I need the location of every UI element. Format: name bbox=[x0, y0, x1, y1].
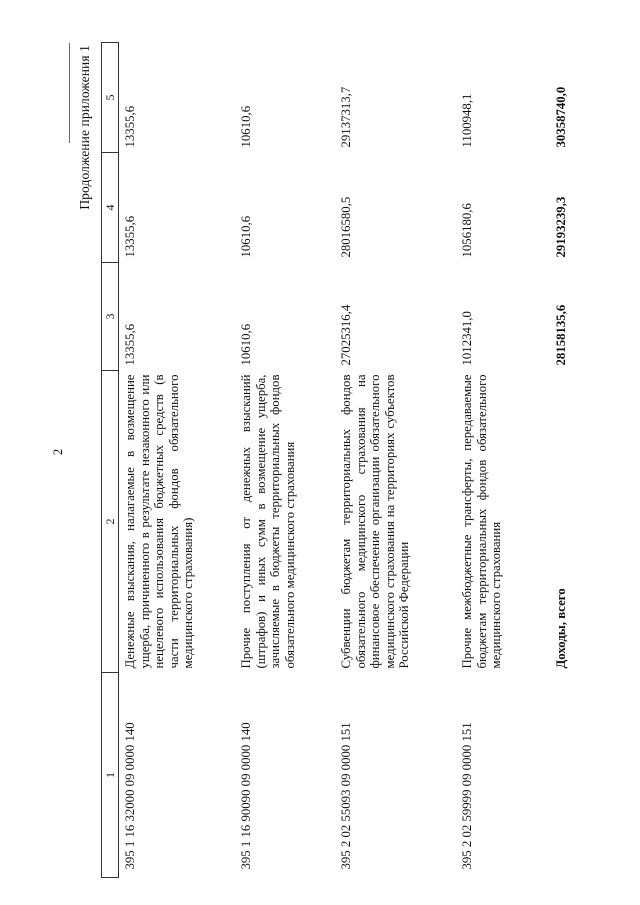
row-value-col5: 29137313,7 bbox=[339, 86, 353, 148]
total-row bbox=[548, 43, 604, 878]
table-row bbox=[335, 43, 456, 878]
row-value-col5: 10610,6 bbox=[239, 105, 253, 148]
row-value-col4: 28016580,5 bbox=[339, 196, 353, 258]
total-code bbox=[548, 673, 604, 878]
row-code: 395 1 16 32000 09 0000 140 bbox=[123, 722, 137, 870]
landscape-page bbox=[79, 43, 599, 878]
row-description: Денежные взыскания, налагаемые в возмещение ущерба, причиненного в результате незаконного или нецелевого использования бюджетных средств (в части территориальных фондов обязательного медицинского страхования) bbox=[123, 374, 195, 669]
page-rule bbox=[69, 43, 70, 143]
row-description: Прочие поступления от денежных взысканий (штрафов) и иных сумм в возмещение ущерба, зачисляемые в бюджеты территориальных фондов обязательного медицинского страхования bbox=[239, 374, 297, 669]
continuation-title: Продолжение приложения 1 bbox=[77, 45, 92, 210]
header-col-1: 1 bbox=[102, 673, 119, 878]
total-value-col4: 29193239,3 bbox=[554, 196, 568, 258]
header-col-5: 5 bbox=[102, 43, 119, 153]
row-code: 395 2 02 59999 09 0000 151 bbox=[460, 722, 474, 870]
row-description: Прочие межбюджетные трансферты, передаваемые бюджетам территориальных фондов обязательного медицинского страхования bbox=[460, 374, 503, 669]
revenue-table bbox=[101, 42, 604, 878]
row-value-col4: 13355,6 bbox=[123, 215, 137, 258]
table-row bbox=[456, 43, 548, 878]
row-value-col3: 13355,6 bbox=[123, 323, 137, 366]
table-row bbox=[235, 43, 335, 878]
table-header-row bbox=[102, 43, 119, 878]
header-col-4: 4 bbox=[102, 153, 119, 263]
header-col-2: 2 bbox=[102, 371, 119, 673]
row-code: 395 1 16 90090 09 0000 140 bbox=[239, 722, 253, 870]
header-col-3: 3 bbox=[102, 263, 119, 371]
page-number: 2 bbox=[50, 448, 65, 456]
row-description: Субвенции бюджетам территориальных фондов обязательного медицинского страхования на финансовое обеспечение организации обязательного медицинского страхования на территориях субъектов Российской Федерации bbox=[339, 374, 411, 669]
row-value-col4: 1056180,6 bbox=[460, 203, 474, 258]
row-value-col5: 13355,6 bbox=[123, 105, 137, 148]
row-value-col3: 27025316,4 bbox=[339, 304, 353, 366]
row-value-col5: 1100948,1 bbox=[460, 93, 474, 148]
total-value-col5: 30358740,0 bbox=[554, 86, 568, 148]
row-value-col4: 10610,6 bbox=[239, 215, 253, 258]
row-code: 395 2 02 55093 09 0000 151 bbox=[339, 722, 353, 870]
total-value-col3: 28158135,6 bbox=[554, 304, 568, 366]
row-value-col3: 10610,6 bbox=[239, 323, 253, 366]
table-row bbox=[119, 43, 236, 878]
row-value-col3: 1012341,0 bbox=[460, 311, 474, 366]
total-label: Доходы, всего bbox=[554, 588, 568, 669]
